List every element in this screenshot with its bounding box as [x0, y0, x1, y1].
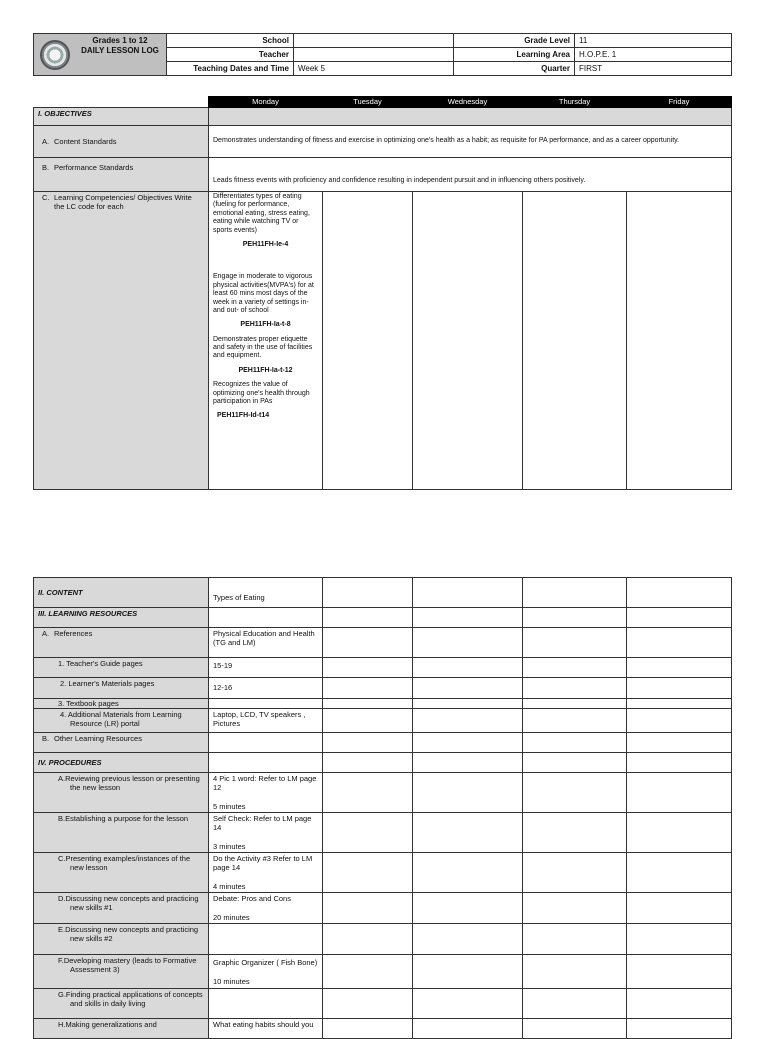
deped-logo-cell [34, 34, 167, 76]
objectives-heading: I. OBJECTIVES [34, 108, 209, 126]
objectives-table [33, 96, 732, 490]
procedure-e-label: E.Discussing new concepts and practicing new skills #2 [34, 924, 209, 955]
school-label: School [167, 34, 294, 48]
content-standards-value[interactable]: Demonstrates understanding of fitness and exercise in optimizing one's health as a habit; as requisite for PA performance, and as a career opportunity. [209, 126, 732, 158]
lc-text-3: Demonstrates proper etiquette and safety in the use of facilities and equipment. [213, 335, 313, 360]
procedure-h-label: H.Making generalizations and [34, 1019, 209, 1039]
content-thursday[interactable] [523, 578, 627, 608]
procedure-a-label: A.Reviewing previous lesson or presenting the new lesson [34, 773, 209, 813]
lc-text-4: Recognizes the value of optimizing one's health through participation in PAs [213, 381, 310, 406]
teaching-dates-field[interactable]: Week 5 [294, 62, 454, 76]
quarter-field[interactable]: FIRST [575, 62, 732, 76]
lc-text-2: Engage in moderate to vigorous physical activities(MVPA's) for at least 60 mins most days of the week in a variety of settings in- and out- of school [213, 273, 314, 314]
procedure-c-label: C.Presenting examples/instances of the new lesson [34, 853, 209, 893]
teaching-dates-label: Teaching Dates and Time [167, 62, 294, 76]
procedure-g-label: G.Finding practical applications of concepts and skills in daily living [34, 989, 209, 1019]
school-field[interactable] [294, 34, 454, 48]
learning-area-field[interactable]: H.O.P.E. 1 [575, 48, 732, 62]
lc-code-4: PEH11FH-Id-t14 [217, 412, 270, 420]
content-tuesday[interactable] [323, 578, 413, 608]
references-label: A. References [34, 628, 209, 658]
header-table [33, 33, 732, 76]
learners-materials-monday[interactable]: 12-16 [209, 678, 323, 699]
performance-standards-label: B. Performance Standards [34, 158, 209, 192]
content-standards-label: A. Content Standards [34, 126, 209, 158]
lc-text-1: Differentiates types of eating (fueling for performance, emotional eating, stress eating, eating while watching TV or sports events) [213, 193, 310, 234]
textbook-pages-label: 3. Textbook pages [34, 699, 209, 709]
teachers-guide-monday[interactable]: 15-19 [209, 658, 323, 678]
teacher-field[interactable] [294, 48, 454, 62]
other-resources-label: B. Other Learning Resources [34, 733, 209, 753]
learning-resources-heading: III. LEARNING RESOURCES [34, 608, 209, 628]
procedure-h-monday[interactable]: What eating habits should you [209, 1019, 323, 1039]
learning-area-label: Learning Area [454, 48, 575, 62]
day-header-friday: Friday [627, 97, 732, 108]
grade-level-field[interactable]: 11 [575, 34, 732, 48]
lc-tuesday-cell[interactable] [323, 192, 413, 490]
procedures-table [33, 577, 732, 1039]
performance-standards-value[interactable]: Leads fitness events with proficiency and confidence resulting in independent pursuit and in influencing others positively. [209, 158, 732, 192]
day-header-wednesday: Wednesday [413, 97, 523, 108]
procedures-heading: IV. PROCEDURES [34, 753, 209, 773]
procedure-e-monday[interactable] [209, 924, 323, 955]
lc-monday-cell[interactable] [209, 192, 323, 490]
lc-thursday-cell[interactable] [523, 192, 627, 490]
content-heading: II. CONTENT [34, 578, 209, 608]
content-friday[interactable] [627, 578, 732, 608]
day-header-tuesday: Tuesday [323, 97, 413, 108]
content-monday[interactable]: Types of Eating [209, 578, 323, 608]
procedure-a-monday[interactable]: 4 Pic 1 word: Refer to LM page 12 5 minutes [209, 773, 323, 813]
lc-code-2: PEH11FH-Ia-t-8 [240, 321, 291, 329]
quarter-label: Quarter [454, 62, 575, 76]
references-monday[interactable]: Physical Education and Health (TG and LM) [209, 628, 323, 658]
learning-competencies-label: C. Learning Competencies/ Objectives Write the LC code for each [34, 192, 209, 490]
content-wednesday[interactable] [413, 578, 523, 608]
day-header-thursday: Thursday [523, 97, 627, 108]
lc-wednesday-cell[interactable] [413, 192, 523, 490]
procedure-f-monday[interactable]: Graphic Organizer ( Fish Bone) 10 minutes [209, 955, 323, 989]
procedure-b-label: B.Establishing a purpose for the lesson [34, 813, 209, 853]
procedure-d-label: D.Discussing new concepts and practicing new skills #1 [34, 893, 209, 924]
teacher-label: Teacher [167, 48, 294, 62]
procedure-f-label: F.Developing mastery (leads to Formative Assessment 3) [34, 955, 209, 989]
procedure-g-monday[interactable] [209, 989, 323, 1019]
deped-seal-icon [40, 40, 70, 70]
procedure-d-monday[interactable]: Debate: Pros and Cons 20 minutes [209, 893, 323, 924]
lr-portal-monday[interactable]: Laptop, LCD, TV speakers , Pictures [209, 709, 323, 733]
procedure-c-monday[interactable]: Do the Activity #3 Refer to LM page 14 4 minutes [209, 853, 323, 893]
grade-level-label: Grade Level [454, 34, 575, 48]
lc-code-3: PEH11FH-Ia-t-12 [238, 366, 293, 374]
learners-materials-label: 2. Learner's Materials pages [34, 678, 209, 699]
log-title-grades: Grades 1 to 12 [92, 35, 148, 45]
day-header-monday: Monday [209, 97, 323, 108]
lr-portal-label: 4. Additional Materials from Learning Resource (LR) portal [34, 709, 209, 733]
lc-code-1: PEH11FH-Ie-4 [242, 240, 289, 248]
lc-friday-cell[interactable] [627, 192, 732, 490]
procedure-b-monday[interactable]: Self Check: Refer to LM page 14 3 minutes [209, 813, 323, 853]
log-title-dll: DAILY LESSON LOG [81, 45, 159, 55]
teachers-guide-label: 1. Teacher's Guide pages [34, 658, 209, 678]
